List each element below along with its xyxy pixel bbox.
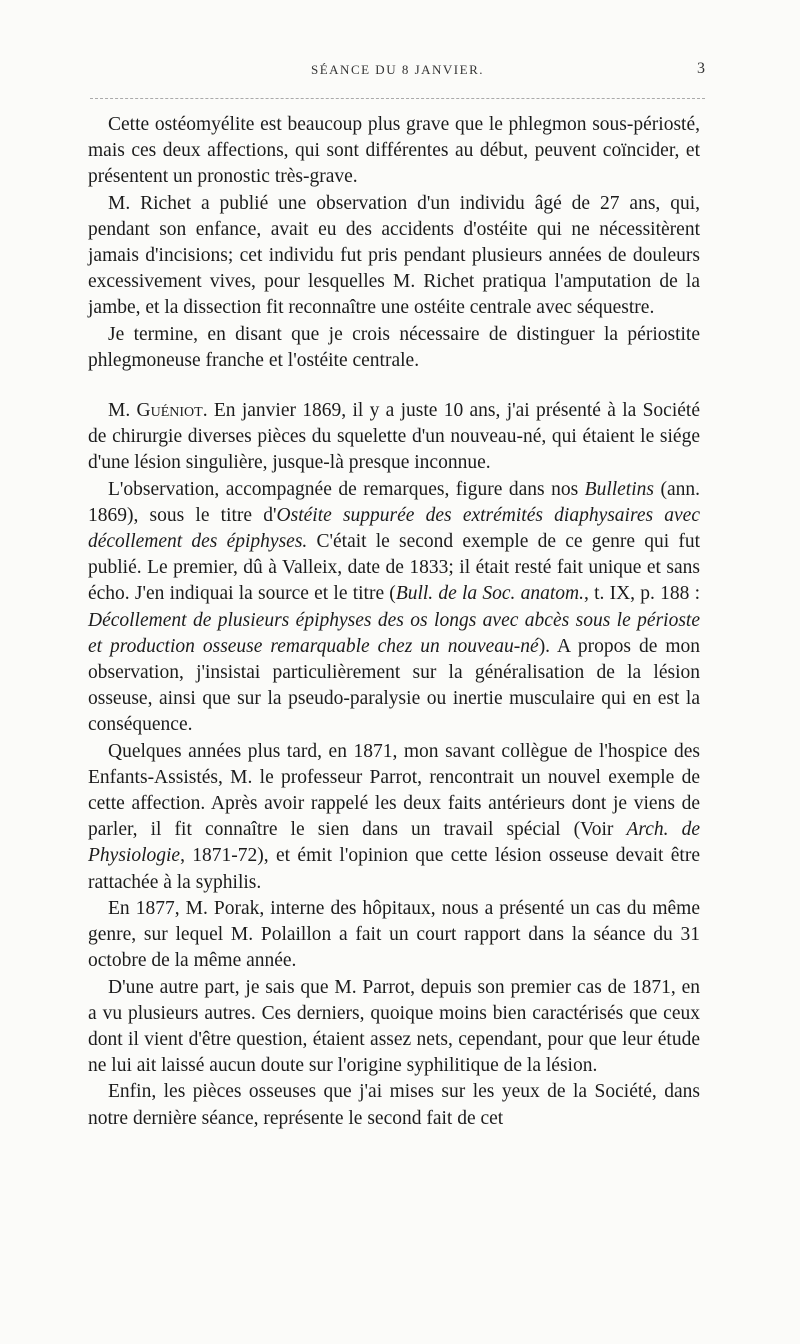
paragraph-2: M. Richet a publié une observation d'un individu âgé de 27 ans, qui, pendant son enfance, avait eu des accidents d'ostéite qui ne nécessitèrent jamais d'incisions; cet individu fut pris pendant plusieurs années de douleurs excessivement vives, pour lesquelles M. Richet pratiqua l'amputation de la jambe, et la dissection fit reconnaître une ostéite centrale avec séquestre. — [88, 192, 700, 319]
paragraph-7: En 1877, M. Porak, interne des hôpitaux, nous a présenté un cas du même genre, sur lequel M. Polaillon a fait un court rapport dans la séance du 31 octobre de la même année. — [88, 897, 700, 972]
paragraph-5 — [88, 477, 700, 739]
paragraph-6 — [88, 739, 700, 896]
p6-italic-journal: Arch. de Physiologie — [88, 819, 701, 867]
p6-text-c: , 1871-72), et émit l'opinion que cette lésion osseuse devait être rattachée à la syphilis. — [88, 845, 700, 893]
paragraph-8: D'une autre part, je sais que M. Parrot, depuis son premier cas de 1871, en a vu plusieurs autres. Ces derniers, quoique moins bien caractérisés que ceux dont il vient d'être question, étaient assez nets, cependant, pour que leur étude ne lui ait laissé aucun doute sur l'origine syphilitique de la lésion. — [88, 976, 700, 1077]
p5-text-g: , t. IX, p. 188 : — [584, 583, 700, 605]
paragraph-1: Cette ostéomyélite est beaucoup plus grave que le phlegmon sous-périosté, mais ces deux affections, qui sont différentes au début, peuvent coïncider, et présentent un pronostic très-grave. — [88, 114, 700, 188]
p5-text-c: (ann. 1869), sous le titre d' — [88, 478, 700, 526]
page-number: 3 — [697, 60, 705, 77]
header-rule — [90, 98, 705, 99]
p5-italic-source: Bull. de la Soc. anatom. — [395, 583, 585, 605]
p5-text-i: ). A propos de mon observation, j'insistai particulièrement sur la généralisation de la lésion osseuse, ainsi que sur la pseudo-paralysie ou inertie musculaire qui en est la conséquence. — [88, 635, 700, 736]
running-header — [90, 62, 705, 86]
p5-italic-bulletins: Bulletins — [584, 478, 654, 500]
p5-italic-title: Ostéite suppurée des extrémités diaphysaires avec décollement des épiphyses. — [88, 504, 700, 553]
paragraph-4 — [88, 398, 700, 477]
paragraph-9: Enfin, les pièces osseuses que j'ai mises sur les yeux de la Société, dans notre dernière séance, représente le second fait de cet — [88, 1081, 700, 1129]
p5-text-e: C'était le second exemple de ce genre qui fut publié. Le premier, dû à Valleix, date de 1833; il était resté fait unique et sans écho. J'en indiquai la source et le titre ( — [88, 531, 700, 605]
p5-text-a: L'observation, accompagnée de remarques, figure dans nos — [108, 478, 585, 500]
p5-italic-article: Décollement de plusieurs épiphyses des os longs avec abcès sous le périoste et production osseuse remarquable chez un nouveau-né — [88, 609, 700, 657]
body-text — [88, 112, 700, 1132]
running-title: SÉANCE DU 8 JANVIER. — [311, 62, 484, 77]
paragraph-4-text: En janvier 1869, il y a juste 10 ans, j'ai présenté à la Société de chirurgie diverses pièces du squelette d'un nouveau-né, qui étaient le siége d'une lésion singulière, jusque-là presque inconnue. — [88, 400, 700, 474]
paragraph-3: Je termine, en disant que je crois nécessaire de distinguer la périostite phlegmoneuse franche et l'ostéite centrale. — [88, 323, 700, 371]
speaker-name: M. Guéniot. — [108, 400, 208, 422]
p6-text-a: Quelques années plus tard, en 1871, mon savant collègue de l'hospice des Enfants-Assistés, M. le professeur Parrot, rencontrait un nouvel exemple de cette affection. Après avoir rappelé les deux faits antérieurs dont je viens de parler, il fit connaître le sien dans un travail spécial (Voir — [88, 740, 700, 841]
